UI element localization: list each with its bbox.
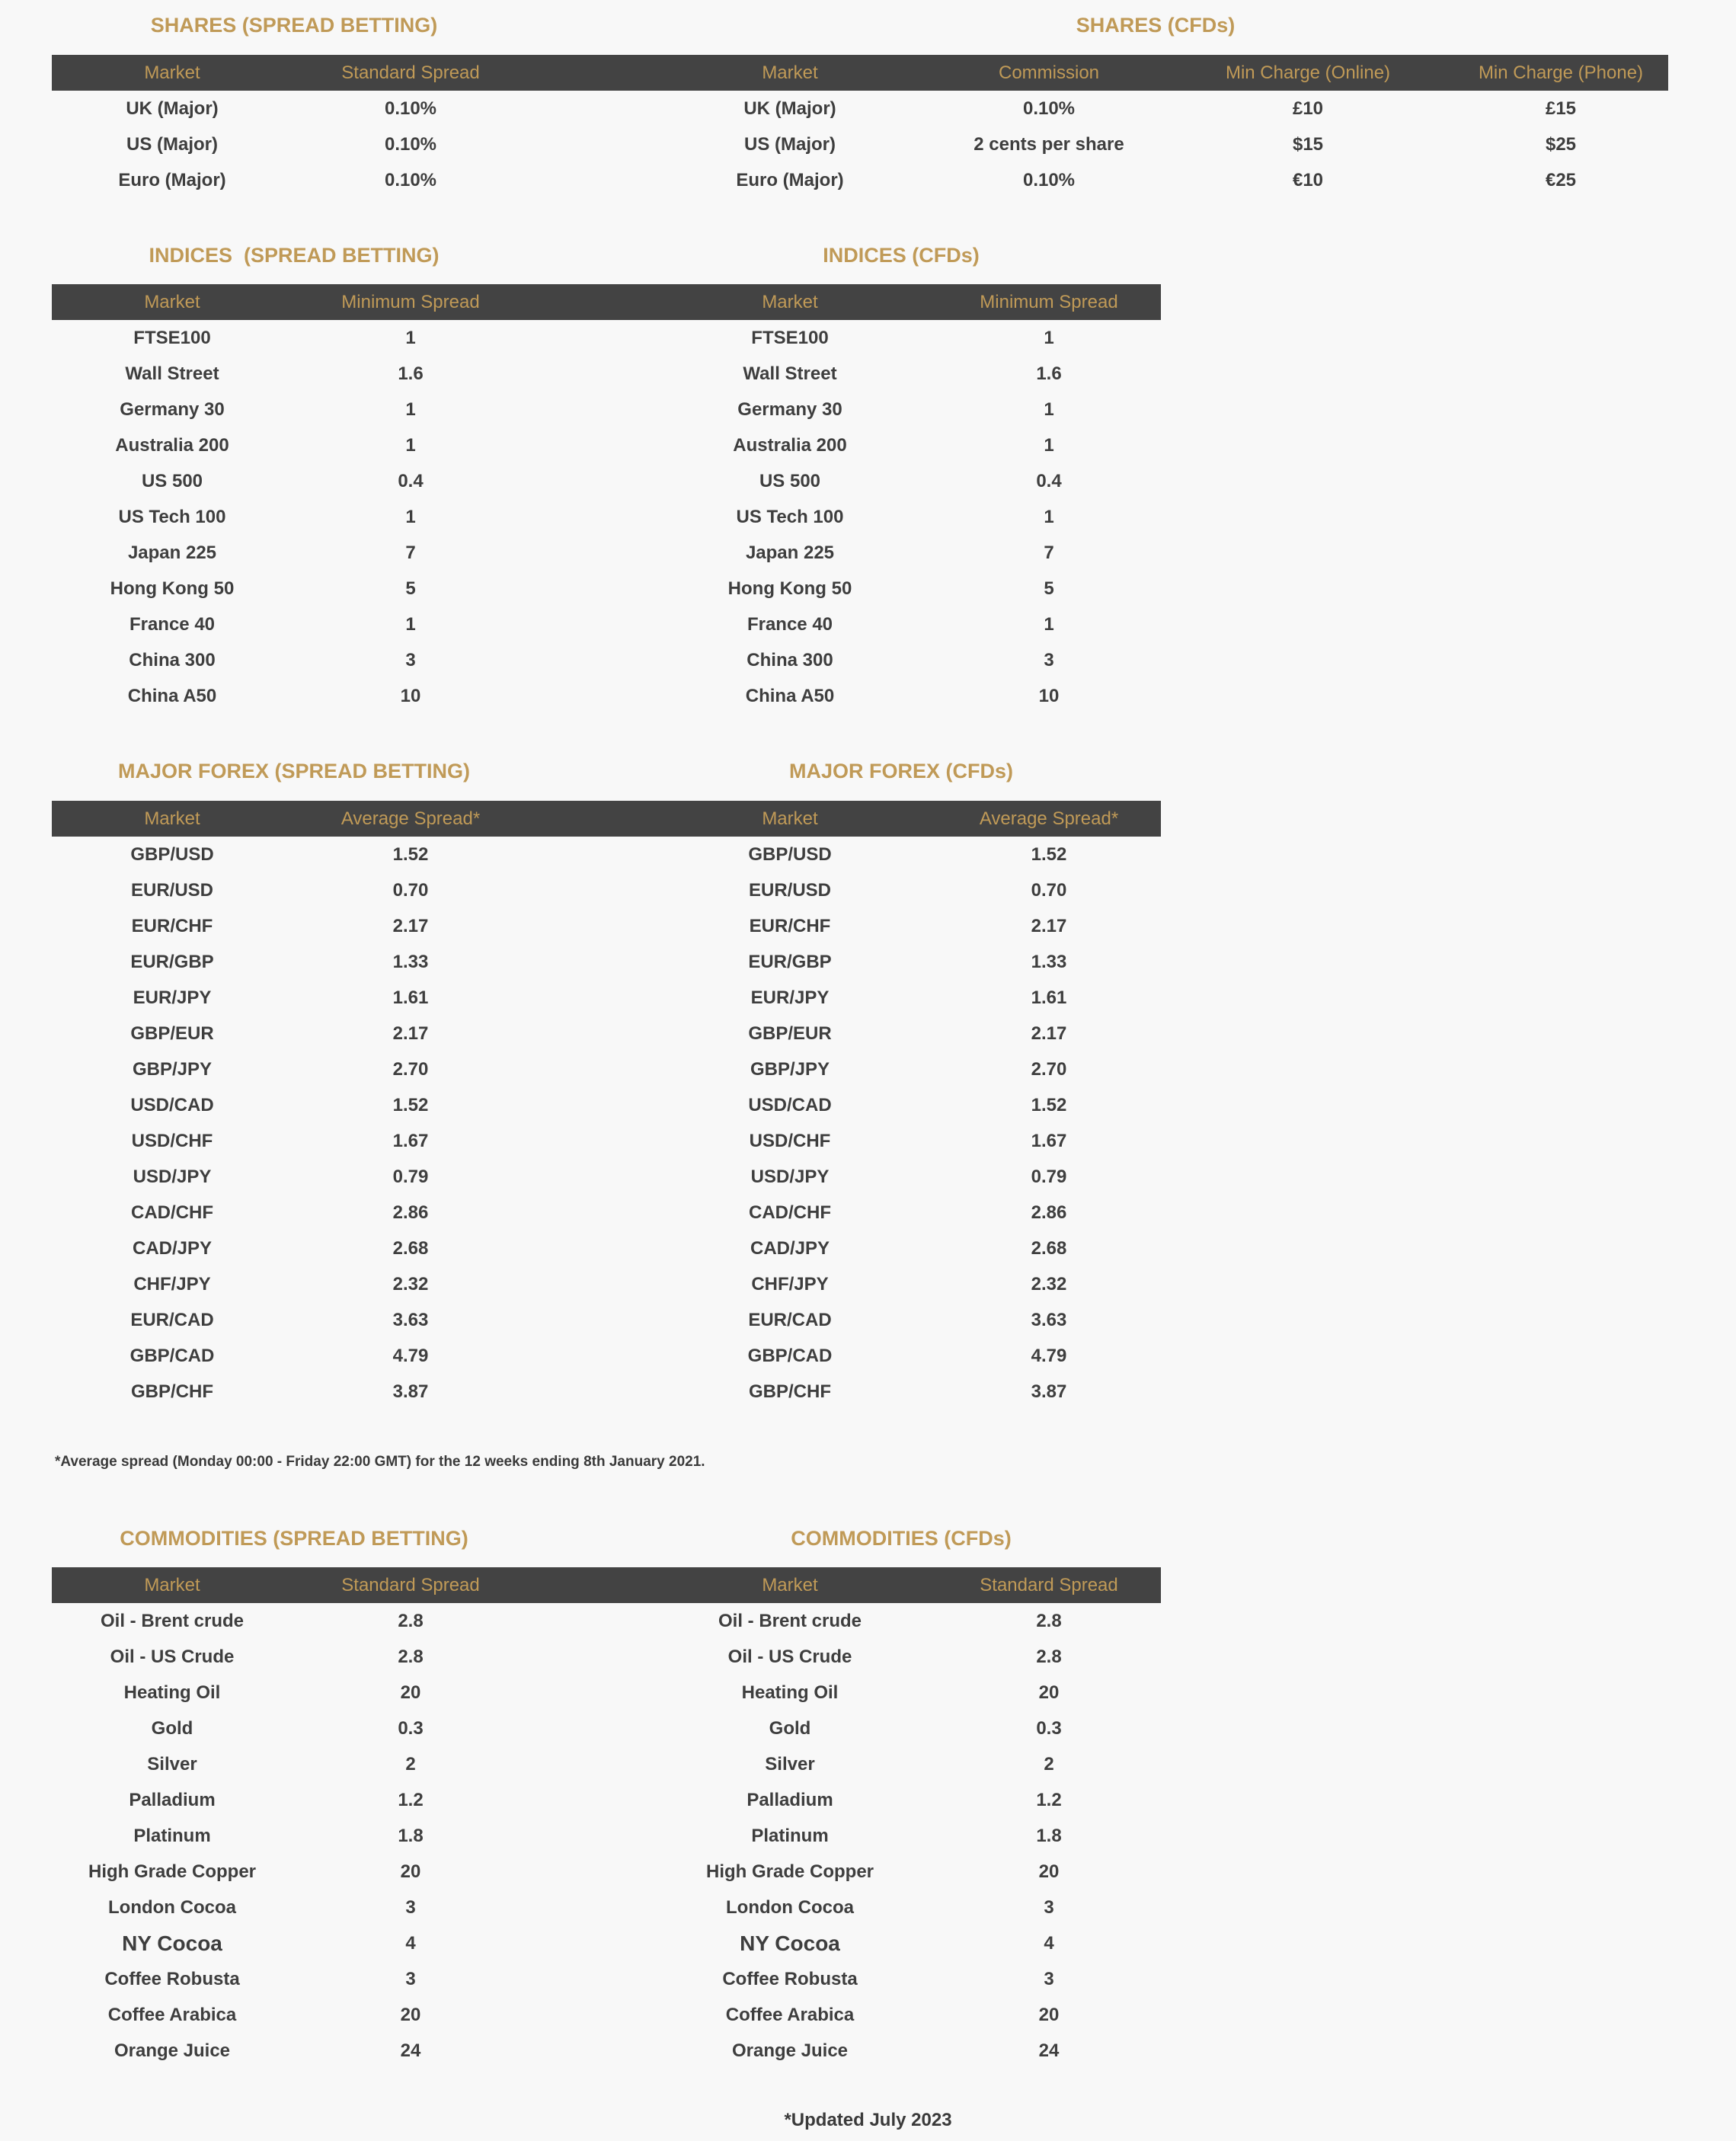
market-cell: UK (Major) [126, 98, 219, 119]
market-cell: Platinum [133, 1826, 211, 1846]
market-cell: US 500 [759, 471, 821, 491]
value-cell: 1.52 [1031, 844, 1067, 865]
col-header: Market [144, 1574, 200, 1595]
table-row [0, 499, 1736, 535]
value-cell: 4 [405, 1933, 416, 1954]
market-cell: Japan 225 [127, 542, 217, 563]
value-cell: 2.8 [398, 1647, 424, 1667]
value-cell: 2.8 [398, 1611, 424, 1631]
value-cell: 1.67 [1031, 1131, 1067, 1151]
value-cell: 1 [1044, 328, 1054, 348]
market-cell: GBP/CHF [749, 1381, 831, 1402]
market-cell: China 300 [129, 650, 216, 670]
value-cell: 2.8 [1036, 1647, 1062, 1667]
market-cell: London Cocoa [108, 1897, 236, 1918]
value-cell: 1.6 [398, 363, 424, 384]
market-cell: Coffee Robusta [104, 1969, 240, 1989]
value-cell: 4.79 [1031, 1346, 1067, 1366]
table-row [0, 1159, 1736, 1195]
value-cell: 0.3 [1036, 1718, 1062, 1739]
table-row [0, 1711, 1736, 1746]
forex-spread-betting-title: MAJOR FOREX (SPREAD BETTING) [117, 760, 471, 782]
value-cell: 2.86 [1031, 1202, 1067, 1223]
table-row [0, 571, 1736, 606]
table-row [0, 162, 1736, 198]
market-cell: Oil - US Crude [110, 1647, 235, 1667]
shares-spread-betting-title: SHARES (SPREAD BETTING) [150, 14, 438, 37]
value-cell: 0.10% [1022, 98, 1076, 119]
table-row [0, 1854, 1736, 1890]
market-cell: China A50 [127, 686, 217, 706]
market-cell: France 40 [129, 614, 216, 635]
value-cell: 2.17 [1031, 1023, 1067, 1044]
market-cell: China 300 [747, 650, 833, 670]
value-cell: 0.10% [1022, 170, 1076, 190]
market-cell: Palladium [747, 1790, 833, 1810]
col-header: Min Charge (Online) [1225, 62, 1391, 83]
commodities-cfds-title: COMMODITIES (CFDs) [791, 1527, 1012, 1550]
value-cell: 2.68 [392, 1238, 429, 1259]
value-cell: 0.4 [398, 471, 424, 491]
value-cell: 0.4 [1036, 471, 1062, 491]
table-row [0, 1195, 1736, 1231]
table-row [0, 356, 1736, 392]
market-cell: Wall Street [743, 363, 837, 384]
market-cell: CAD/CHF [131, 1202, 213, 1223]
value-cell: 2 cents per share [974, 134, 1124, 155]
value-cell: 2.70 [392, 1059, 429, 1080]
market-cell: CHF/JPY [133, 1274, 211, 1295]
value-cell: 0.10% [384, 98, 437, 119]
value-cell: 3 [1044, 650, 1054, 670]
market-cell: Heating Oil [123, 1682, 221, 1703]
value-cell: 2.86 [392, 1202, 429, 1223]
market-cell: Silver [147, 1754, 197, 1775]
table-row [0, 320, 1736, 356]
value-cell: 3 [405, 1969, 416, 1989]
table-row [0, 392, 1736, 427]
value-cell: 0.10% [384, 170, 437, 190]
market-cell: CAD/JPY [750, 1238, 830, 1259]
col-header: Standard Spread [341, 62, 480, 83]
table-row [0, 1231, 1736, 1266]
market-cell: UK (Major) [743, 98, 836, 119]
value-cell: 20 [1038, 1682, 1060, 1703]
market-cell: Orange Juice [731, 2040, 849, 2061]
table-row [0, 1675, 1736, 1711]
value-cell: 0.10% [384, 134, 437, 155]
forex-table-body [0, 837, 1736, 1410]
value-cell: 2.17 [392, 916, 429, 936]
value-cell: 20 [400, 1682, 421, 1703]
market-cell: NY Cocoa [122, 1931, 222, 1955]
table-row [0, 535, 1736, 571]
market-cell: Hong Kong 50 [727, 578, 852, 599]
value-cell: 0.79 [1031, 1167, 1067, 1187]
market-cell: High Grade Copper [88, 1861, 257, 1882]
market-cell: Gold [769, 1718, 811, 1739]
table-row [0, 1997, 1736, 2033]
market-cell: Platinum [751, 1826, 829, 1846]
table-row [0, 126, 1736, 162]
value-cell: €10 [1292, 170, 1324, 190]
value-cell: 2.32 [392, 1274, 429, 1295]
market-cell: FTSE100 [751, 328, 829, 348]
market-cell: EUR/USD [748, 880, 831, 901]
table-row [0, 837, 1736, 872]
value-cell: 3 [1044, 1969, 1054, 1989]
table-row [0, 1051, 1736, 1087]
value-cell: 1.67 [392, 1131, 429, 1151]
value-cell: 4.79 [392, 1346, 429, 1366]
value-cell: 0.70 [392, 880, 429, 901]
market-cell: Germany 30 [120, 399, 225, 420]
col-header: Commission [998, 62, 1100, 83]
table-row [0, 1123, 1736, 1159]
market-cell: USD/CHF [131, 1131, 213, 1151]
value-cell: 2.68 [1031, 1238, 1067, 1259]
market-cell: GBP/USD [130, 844, 214, 865]
indices-cfds-title: INDICES (CFDs) [823, 244, 980, 267]
market-cell: China A50 [745, 686, 835, 706]
value-cell: 1 [1044, 507, 1054, 527]
market-cell: Oil - Brent crude [100, 1611, 245, 1631]
value-cell: 2.17 [392, 1023, 429, 1044]
indices-spread-betting-title: INDICES (SPREAD BETTING) [149, 244, 440, 267]
value-cell: 20 [400, 1861, 421, 1882]
market-cell: Hong Kong 50 [110, 578, 235, 599]
value-cell: 3 [405, 650, 416, 670]
market-cell: Gold [151, 1718, 193, 1739]
value-cell: 1.33 [392, 952, 429, 972]
market-cell: Coffee Arabica [107, 2005, 237, 2025]
value-cell: 1.61 [392, 987, 429, 1008]
value-cell: 1.8 [1036, 1826, 1062, 1846]
value-cell: 2 [1044, 1754, 1054, 1775]
table-row [0, 1782, 1736, 1818]
value-cell: 2.70 [1031, 1059, 1067, 1080]
value-cell: 1 [1044, 399, 1054, 420]
table-row [0, 642, 1736, 678]
market-cell: US Tech 100 [736, 507, 844, 527]
table-row [0, 1639, 1736, 1675]
col-header: Market [762, 1574, 818, 1595]
table-row [0, 1925, 1736, 1961]
market-cell: Silver [765, 1754, 815, 1775]
market-cell: EUR/CAD [130, 1310, 214, 1330]
value-cell: 24 [400, 2040, 421, 2061]
value-cell: £10 [1292, 98, 1324, 119]
market-cell: High Grade Copper [705, 1861, 874, 1882]
value-cell: $25 [1545, 134, 1577, 155]
indices-table-body [0, 320, 1736, 714]
updated-note: *Updated July 2023 [784, 2110, 952, 2130]
table-row [0, 2033, 1736, 2069]
value-cell: 3.87 [392, 1381, 429, 1402]
col-header: Minimum Spread [341, 291, 480, 312]
market-cell: Australia 200 [733, 435, 847, 456]
value-cell: 3.63 [1031, 1310, 1067, 1330]
value-cell: 3 [405, 1897, 416, 1918]
col-header: Standard Spread [980, 1574, 1118, 1595]
col-header: Market [144, 808, 200, 829]
col-header: Min Charge (Phone) [1478, 62, 1644, 83]
market-cell: Palladium [129, 1790, 216, 1810]
forex-table-header [52, 801, 1161, 837]
value-cell: $15 [1292, 134, 1324, 155]
table-row [0, 980, 1736, 1016]
commodities-table-body [0, 1603, 1736, 2069]
value-cell: 1 [405, 614, 416, 635]
table-row [0, 606, 1736, 642]
value-cell: 1.6 [1036, 363, 1062, 384]
value-cell: £15 [1545, 98, 1577, 119]
col-header: Market [762, 62, 818, 83]
table-row [0, 1087, 1736, 1123]
market-cell: Oil - Brent crude [718, 1611, 862, 1631]
table-row [0, 944, 1736, 980]
market-cell: FTSE100 [133, 328, 211, 348]
market-cell: Germany 30 [737, 399, 842, 420]
market-cell: EUR/CHF [131, 916, 213, 936]
market-cell: USD/CHF [749, 1131, 831, 1151]
table-row [0, 1961, 1736, 1997]
table-row [0, 1302, 1736, 1338]
value-cell: 20 [1038, 1861, 1060, 1882]
value-cell: 2.17 [1031, 916, 1067, 936]
commodities-spread-betting-title: COMMODITIES (SPREAD BETTING) [120, 1527, 468, 1550]
market-cell: Orange Juice [113, 2040, 231, 2061]
market-cell: USD/CAD [748, 1095, 832, 1115]
average-spread-footnote: *Average spread (Monday 00:00 - Friday 22:00 GMT) for the 12 weeks ending 8th January 2021. [55, 1454, 705, 1470]
shares-cfds-title: SHARES (CFDs) [1076, 14, 1236, 37]
market-cell: GBP/CHF [131, 1381, 213, 1402]
value-cell: 24 [1038, 2040, 1060, 2061]
market-cell: USD/CAD [130, 1095, 214, 1115]
value-cell: 3.63 [392, 1310, 429, 1330]
value-cell: 1.33 [1031, 952, 1067, 972]
table-row [0, 91, 1736, 126]
market-cell: CHF/JPY [751, 1274, 829, 1295]
value-cell: 7 [1044, 542, 1054, 563]
value-cell: 1.2 [1036, 1790, 1062, 1810]
market-cell: GBP/EUR [130, 1023, 214, 1044]
value-cell: 1.2 [398, 1790, 424, 1810]
market-cell: Euro (Major) [118, 170, 226, 190]
table-row [0, 1818, 1736, 1854]
value-cell: 3.87 [1031, 1381, 1067, 1402]
indices-table-header [52, 284, 1161, 320]
value-cell: 1 [405, 507, 416, 527]
market-cell: GBP/USD [748, 844, 832, 865]
commodities-table-header [52, 1567, 1161, 1603]
col-header: Standard Spread [341, 1574, 480, 1595]
table-row [0, 427, 1736, 463]
market-cell: Australia 200 [115, 435, 229, 456]
value-cell: 1 [405, 399, 416, 420]
col-header: Market [762, 291, 818, 312]
market-cell: EUR/JPY [133, 987, 212, 1008]
table-row [0, 872, 1736, 908]
value-cell: 4 [1044, 1933, 1054, 1954]
value-cell: 1.8 [398, 1826, 424, 1846]
value-cell: 0.79 [392, 1167, 429, 1187]
market-cell: GBP/CAD [747, 1346, 833, 1366]
market-cell: GBP/CAD [129, 1346, 215, 1366]
forex-cfds-title: MAJOR FOREX (CFDs) [788, 760, 1013, 782]
value-cell: 1.61 [1031, 987, 1067, 1008]
market-cell: EUR/GBP [748, 952, 832, 972]
market-cell: CAD/CHF [749, 1202, 831, 1223]
table-row [0, 463, 1736, 499]
value-cell: 1.52 [1031, 1095, 1067, 1115]
col-header: Minimum Spread [980, 291, 1118, 312]
market-cell: US Tech 100 [118, 507, 226, 527]
market-cell: Wall Street [125, 363, 219, 384]
market-cell: EUR/JPY [750, 987, 830, 1008]
shares-table-body [0, 91, 1736, 198]
market-cell: Euro (Major) [736, 170, 844, 190]
market-cell: US (Major) [126, 134, 218, 155]
value-cell: €25 [1545, 170, 1577, 190]
value-cell: 2 [405, 1754, 416, 1775]
value-cell: 1 [405, 435, 416, 456]
market-cell: EUR/USD [130, 880, 213, 901]
market-cell: US (Major) [744, 134, 836, 155]
value-cell: 2.32 [1031, 1274, 1067, 1295]
market-cell: USD/JPY [750, 1167, 830, 1187]
market-cell: Coffee Robusta [722, 1969, 858, 1989]
value-cell: 10 [400, 686, 421, 706]
value-cell: 1.52 [392, 844, 429, 865]
value-cell: 7 [405, 542, 416, 563]
table-row [0, 1016, 1736, 1051]
col-header: Market [762, 808, 818, 829]
table-row [0, 1338, 1736, 1374]
value-cell: 3 [1044, 1897, 1054, 1918]
col-header: Market [144, 291, 200, 312]
value-cell: 0.3 [398, 1718, 424, 1739]
value-cell: 20 [400, 2005, 421, 2025]
market-cell: Japan 225 [745, 542, 835, 563]
market-cell: Heating Oil [741, 1682, 839, 1703]
value-cell: 20 [1038, 2005, 1060, 2025]
col-header: Average Spread* [979, 808, 1119, 829]
value-cell: 5 [405, 578, 416, 599]
market-cell: France 40 [747, 614, 833, 635]
value-cell: 2.8 [1036, 1611, 1062, 1631]
table-row [0, 678, 1736, 714]
market-cell: EUR/CAD [748, 1310, 832, 1330]
value-cell: 1 [1044, 614, 1054, 635]
col-header: Average Spread* [340, 808, 481, 829]
table-row [0, 1890, 1736, 1925]
table-row [0, 1374, 1736, 1410]
market-cell: US 500 [141, 471, 203, 491]
market-cell: London Cocoa [726, 1897, 854, 1918]
value-cell: 5 [1044, 578, 1054, 599]
table-row [0, 1603, 1736, 1639]
market-cell: EUR/CHF [749, 916, 831, 936]
table-row [0, 1266, 1736, 1302]
value-cell: 10 [1038, 686, 1060, 706]
market-cell: CAD/JPY [132, 1238, 213, 1259]
market-cell: EUR/GBP [130, 952, 214, 972]
market-cell: GBP/JPY [750, 1059, 830, 1080]
market-cell: GBP/JPY [132, 1059, 213, 1080]
market-cell: Oil - US Crude [727, 1647, 852, 1667]
market-cell: USD/JPY [133, 1167, 212, 1187]
col-header: Market [144, 62, 200, 83]
value-cell: 1.52 [392, 1095, 429, 1115]
table-row [0, 1746, 1736, 1782]
table-row [0, 908, 1736, 944]
market-cell: Coffee Arabica [725, 2005, 855, 2025]
value-cell: 1 [405, 328, 416, 348]
value-cell: 1 [1044, 435, 1054, 456]
shares-table-header [52, 55, 1668, 91]
market-cell: GBP/EUR [748, 1023, 832, 1044]
value-cell: 0.70 [1031, 880, 1067, 901]
market-cell: NY Cocoa [740, 1931, 840, 1955]
